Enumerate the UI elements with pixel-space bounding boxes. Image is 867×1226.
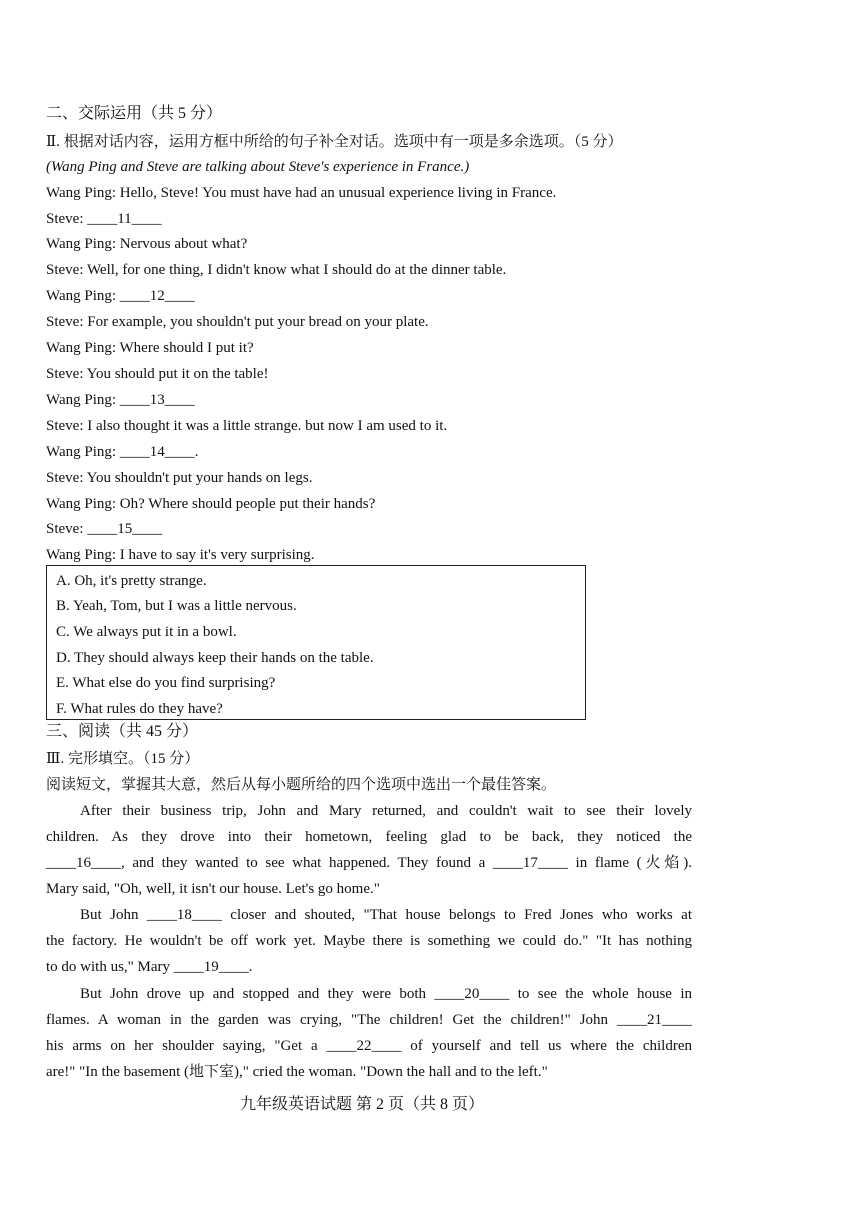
passage-line: the factory. He wouldn't be off work yet. Maybe there is something we could do." "It has nothing [46,933,692,949]
passage-line: flames. A woman in the garden was crying, "The children! Get the children!" John ____21____ [46,1012,692,1028]
dialogue-line: Steve: ____11____ [46,211,162,227]
passage-line: Mary said, "Oh, well, it isn't our house. Let's go home." [46,881,380,897]
dialogue-line: Wang Ping: Hello, Steve! You must have had an unusual experience living in France. [46,185,557,201]
dialogue-line: Wang Ping: I have to say it's very surprising. [46,547,315,563]
dialogue-line: Steve: ____15____ [46,521,163,537]
dialogue-line: Wang Ping: ____12____ [46,288,195,304]
option-c: C. We always put it in a bowl. [56,624,237,640]
dialogue-line: Wang Ping: Oh? Where should people put their hands? [46,496,376,512]
dialogue-line: Wang Ping: Nervous about what? [46,236,248,252]
dialogue-line: Steve: For example, you shouldn't put your bread on your plate. [46,314,429,330]
passage-line: children. As they drove into their hometown, feeling glad to be back, they noticed the [46,829,692,845]
dialogue-line: Wang Ping: Where should I put it? [46,340,254,356]
passage-line: But John ____18____ closer and shouted, "That house belongs to Fred Jones who works at [80,907,692,923]
section2-title: 二、交际运用（共 5 分） [46,105,223,122]
passage-line: ____16____, and they wanted to see what happened. They found a ____17____ in flame (火焰). [46,855,692,871]
page-footer: 九年级英语试题 第 2 页（共 8 页） [240,1096,485,1113]
dialogue-line: Steve: Well, for one thing, I didn't know what I should do at the dinner table. [46,262,507,278]
passage-line: After their business trip, John and Mary returned, and couldn't wait to see their lovely [80,803,692,819]
option-e: E. What else do you find surprising? [56,675,276,691]
passage-line: But John drove up and stopped and they were both ____20____ to see the whole house in [80,986,692,1002]
dialogue-line: Steve: I also thought it was a little strange. but now I am used to it. [46,418,448,434]
passage-line: are!" "In the basement (地下室)," cried the woman. "Down the hall and to the left." [46,1064,548,1080]
option-b: B. Yeah, Tom, but I was a little nervous. [56,598,297,614]
option-a: A. Oh, it's pretty strange. [56,573,207,589]
option-d: D. They should always keep their hands on the table. [56,650,374,666]
dialogue-context: (Wang Ping and Steve are talking about Steve's experience in France.) [46,159,470,175]
dialogue-line: Steve: You should put it on the table! [46,366,269,382]
option-f: F. What rules do they have? [56,701,223,717]
passage-line: his arms on her shoulder saying, "Get a ____22____ of yourself and tell us where the children [46,1038,692,1054]
dialogue-line: Wang Ping: ____13____ [46,392,195,408]
section3-subtitle: Ⅲ. 完形填空。（15 分） [46,751,200,767]
section3-title: 三、阅读（共 45 分） [46,723,199,740]
section3-instruction: 阅读短文，掌握其大意，然后从每小题所给的四个选项中选出一个最佳答案。 [46,777,557,793]
dialogue-line: Steve: You shouldn't put your hands on legs. [46,470,313,486]
passage-line: to do with us," Mary ____19____. [46,959,253,975]
dialogue-line: Wang Ping: ____14____. [46,444,199,460]
section2-instruction: Ⅱ. 根据对话内容，运用方框中所给的句子补全对话。选项中有一项是多余选项。（5 分） [46,134,623,150]
